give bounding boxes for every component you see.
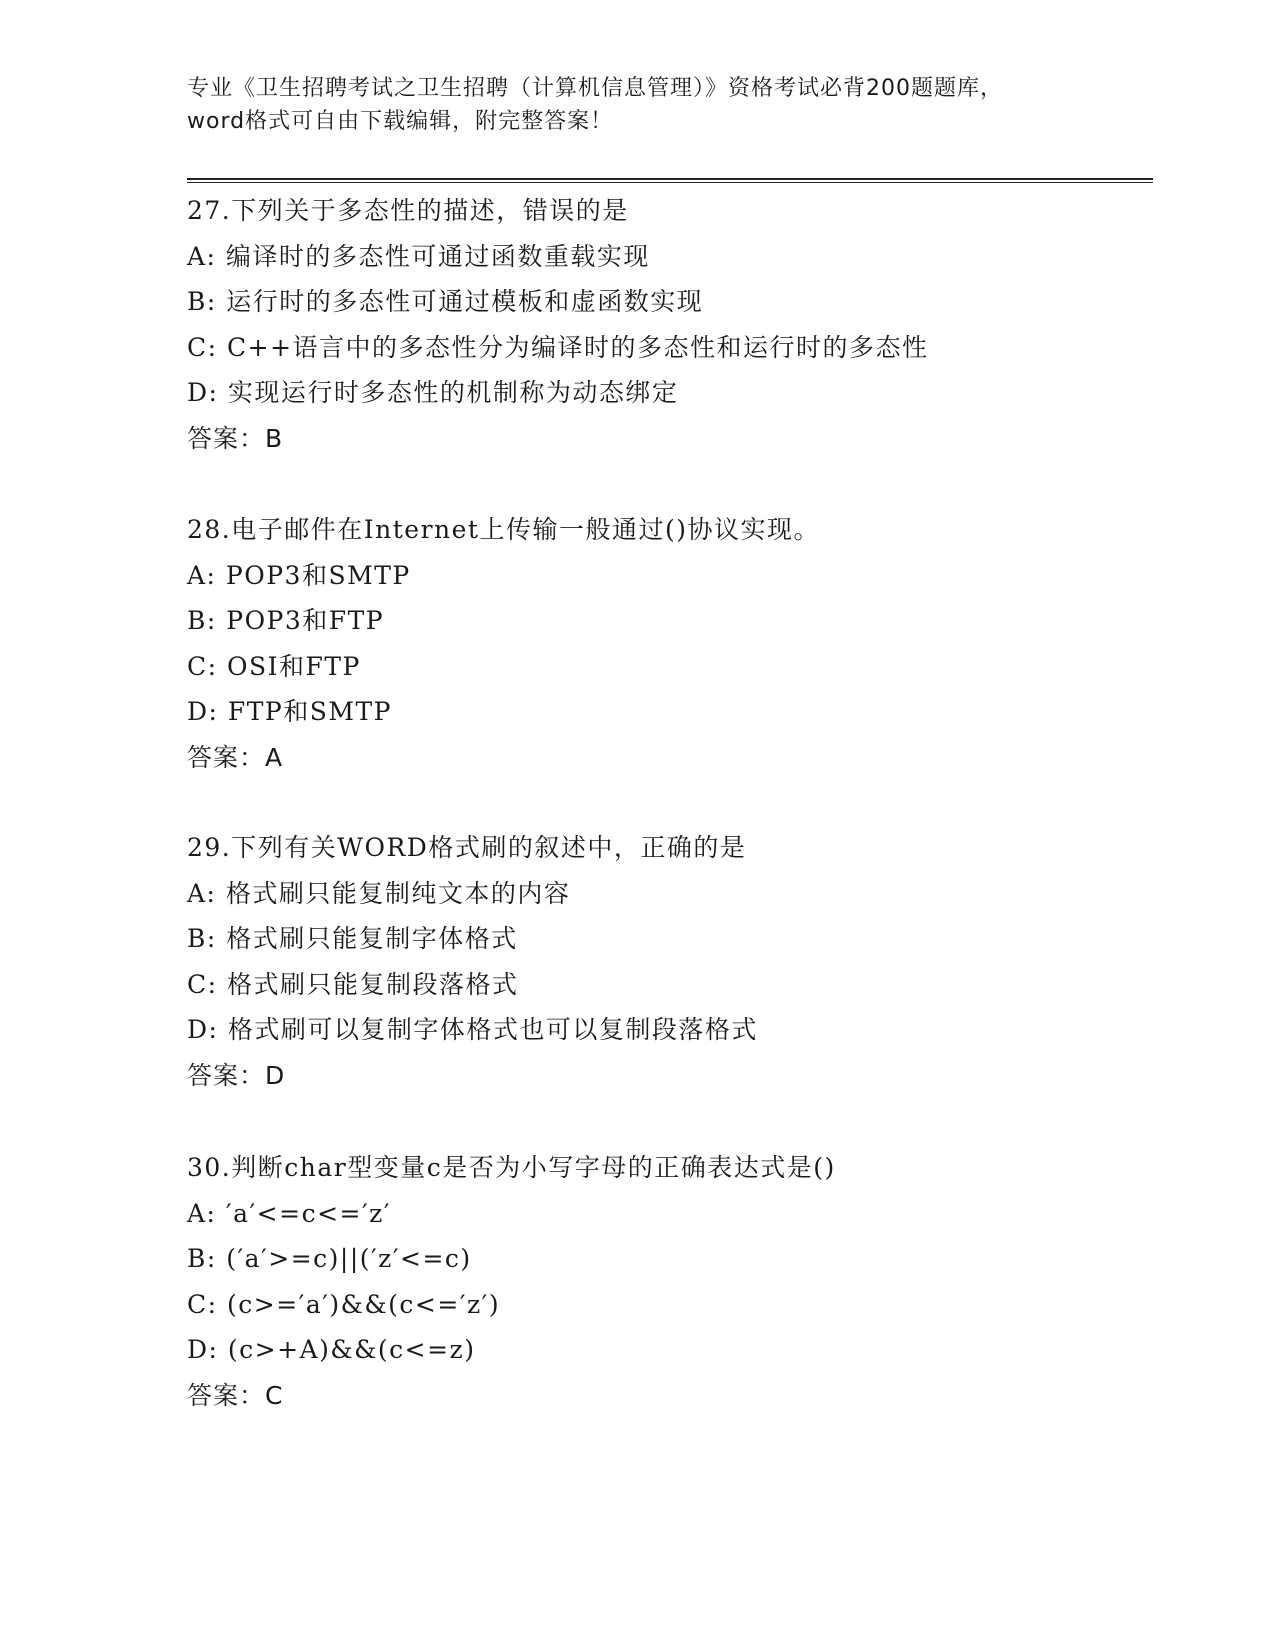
answer-line: 答案：A <box>187 742 284 772</box>
question-27 <box>187 188 1187 461</box>
question-stem: 30.判断char型变量c是否为小写字母的正确表达式是() <box>187 1153 836 1182</box>
question-28 <box>187 507 1187 780</box>
option-b: B: 格式刷只能复制字体格式 <box>187 924 518 953</box>
header-divider-thin <box>187 182 1153 183</box>
option-d: D: 实现运行时多态性的机制称为动态绑定 <box>187 378 679 407</box>
question-stem: 27.下列关于多态性的描述，错误的是 <box>187 196 629 225</box>
option-d: D: FTP和SMTP <box>187 697 392 726</box>
option-b: B: (′a′>=c)||(′z′<=c) <box>187 1244 472 1273</box>
question-30 <box>187 1145 1187 1418</box>
option-c: C: 格式刷只能复制段落格式 <box>187 969 519 999</box>
option-a: A: POP3和SMTP <box>187 560 411 590</box>
option-a: A: 格式刷只能复制纯文本的内容 <box>187 878 571 908</box>
option-d: D: 格式刷可以复制字体格式也可以复制段落格式 <box>187 1015 758 1044</box>
option-a: A: ′a′<=c<=′z′ <box>187 1198 391 1228</box>
answer-line: 答案：D <box>187 1060 286 1090</box>
option-c: C: OSI和FTP <box>187 651 361 681</box>
question-29 <box>187 825 1187 1098</box>
header-line-1: 专业《卫生招聘考试之卫生招聘（计算机信息管理）》资格考试必背200题题库， <box>187 76 1003 101</box>
option-c: C: C++语言中的多态性分为编译时的多态性和运行时的多态性 <box>187 332 929 362</box>
option-b: B: POP3和FTP <box>187 606 385 635</box>
option-d: D: (c>+A)&&(c<=z) <box>187 1335 476 1364</box>
answer-line: 答案：C <box>187 1380 284 1410</box>
option-c: C: (c>=′a′)&&(c<=′z′) <box>187 1289 501 1319</box>
header-line-2: word格式可自由下载编辑，附完整答案！ <box>187 109 614 134</box>
question-stem: 28.电子邮件在Internet上传输一般通过()协议实现。 <box>187 515 820 544</box>
document-header <box>187 72 1087 138</box>
question-stem: 29.下列有关WORD格式刷的叙述中，正确的是 <box>187 833 747 862</box>
header-divider <box>187 178 1153 180</box>
option-a: A: 编译时的多态性可通过函数重载实现 <box>187 241 650 271</box>
answer-line: 答案：B <box>187 423 284 453</box>
option-b: B: 运行时的多态性可通过模板和虚函数实现 <box>187 287 704 316</box>
